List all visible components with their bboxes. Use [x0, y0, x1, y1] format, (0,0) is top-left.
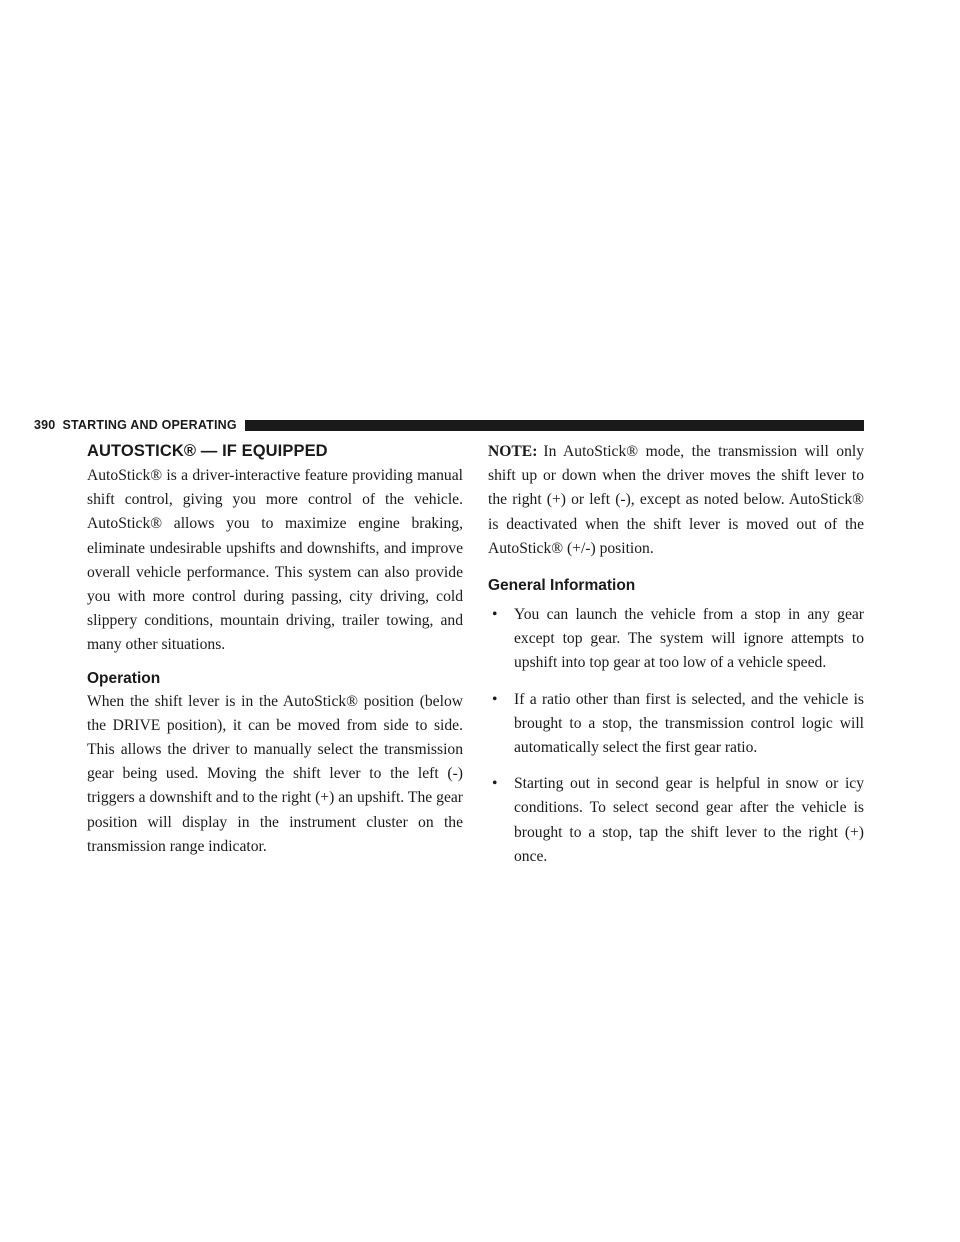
bullet-icon: • [492, 775, 498, 793]
right-column [488, 440, 864, 881]
header-rule [245, 420, 864, 431]
autostick-intro-paragraph: AutoStick® is a driver-interactive feature providing manual shift control, giving you more control of the vehicle. AutoStick® allows you to maximize engine braking, eliminate undesirable upshifts and downshifts, and improve overall vehicle performance. This system can also provide you with more control during passing, city driving, cold slippery conditions, mountain driving, trailer towing, and many other situations. [87, 467, 463, 654]
bullet-icon: • [492, 690, 498, 708]
bullet-icon: • [492, 606, 498, 624]
general-information-list [488, 603, 864, 869]
list-item-text: If a ratio other than first is selected, and the vehicle is brought to a stop, the transmission control logic will automatically select the first gear ratio. [514, 690, 864, 757]
note-label: NOTE: [488, 443, 538, 460]
left-column [87, 440, 463, 859]
list-item [488, 688, 864, 761]
general-information-heading: General Information [488, 577, 636, 595]
operation-paragraph: When the shift lever is in the AutoStick® position (below the DRIVE position), it can be moved from side to side. This allows the driver to manually select the transmission gear being used. Moving the shift lever to the left (-) triggers a downshift and to the right (+) an upshift. The gear position will display in the instrument cluster on the transmission range indicator. [87, 692, 463, 855]
note-paragraph [488, 440, 864, 561]
page-header [34, 418, 864, 432]
section-title: STARTING AND OPERATING [62, 418, 237, 432]
page-number: 390 [34, 418, 56, 432]
list-item [488, 772, 864, 869]
list-item-text: You can launch the vehicle from a stop in any gear except top gear. The system will ignore attempts to upshift into top gear at too low of a vehicle speed. [514, 606, 864, 672]
list-item [488, 603, 864, 676]
list-item-text: Starting out in second gear is helpful in snow or icy conditions. To select second gear after the vehicle is brought to a stop, tap the shift lever to the right (+) once. [514, 775, 864, 865]
note-text: In AutoStick® mode, the transmission will only shift up or down when the driver moves the shift lever to the right (+) or left (-), except as noted below. AutoStick® is deactivated when the shift lever is moved out of the AutoStick® (+/-) position. [488, 443, 864, 557]
operation-heading: Operation [87, 669, 161, 687]
autostick-heading: AUTOSTICK® — IF EQUIPPED [87, 442, 328, 460]
